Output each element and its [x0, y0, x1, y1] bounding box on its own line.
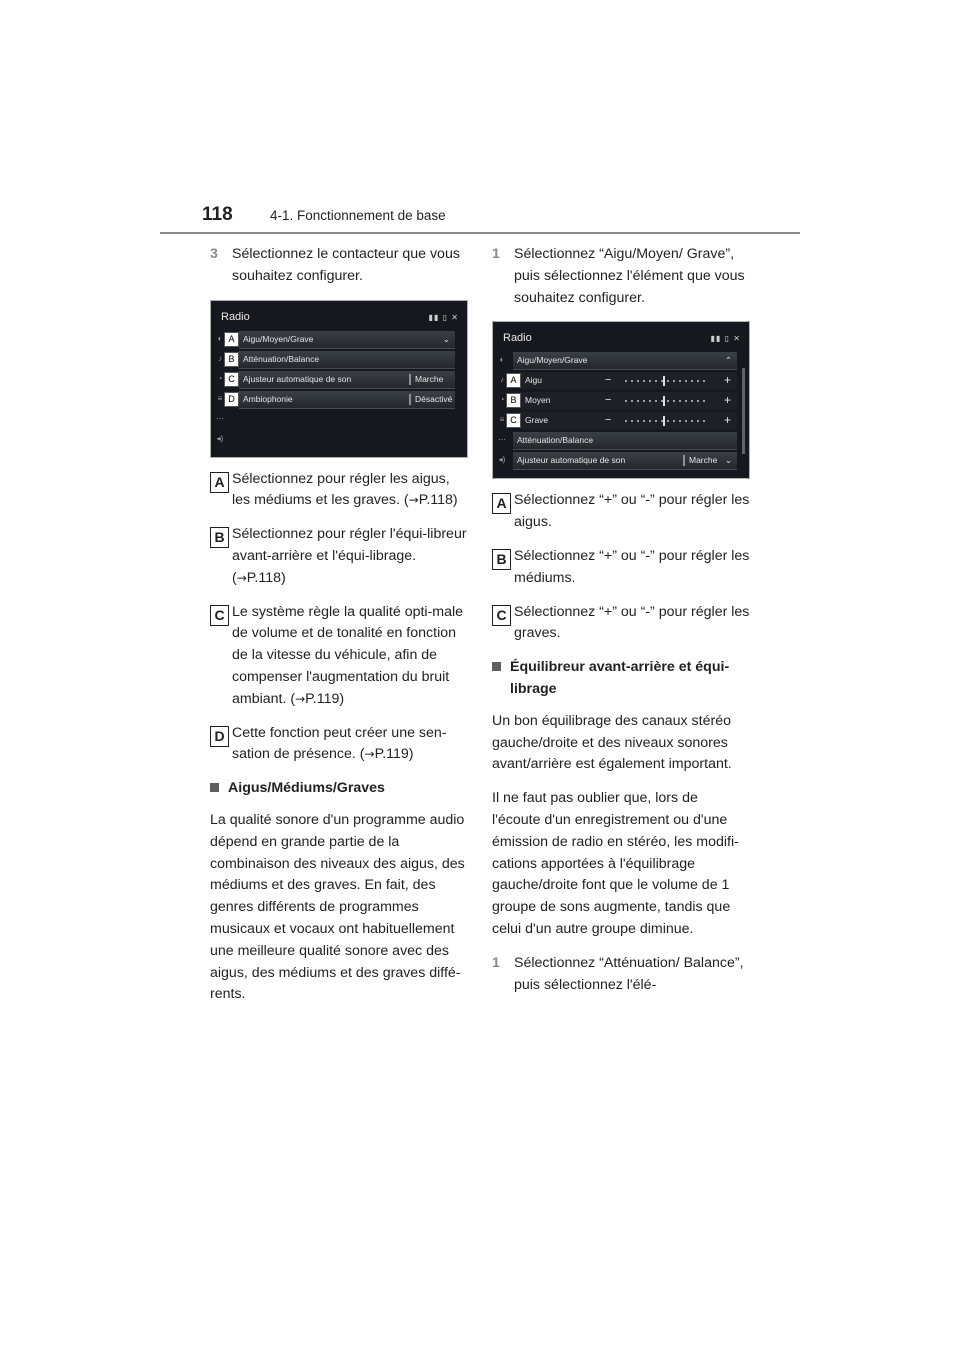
row-text: Ajusteur automatique de son	[243, 373, 352, 384]
row-value: Marche	[689, 455, 718, 466]
row-value: Marche	[415, 373, 444, 384]
square-bullet-icon	[210, 783, 219, 792]
legend-d	[210, 723, 470, 767]
page-ref: P.119)	[305, 690, 345, 707]
plus-button[interactable]: +	[723, 413, 731, 428]
step-number: 3	[210, 246, 218, 262]
legend-key: C	[210, 605, 229, 626]
arrow-icon: →	[236, 570, 247, 585]
slider-text: Moyen	[525, 395, 551, 406]
legend-key: D	[210, 726, 229, 747]
subheading	[210, 778, 470, 800]
eq-icon: ◔	[499, 395, 505, 405]
source-icon: ◐	[499, 355, 505, 365]
arrow-icon: →	[408, 493, 419, 508]
source-icon: ◐	[217, 333, 223, 343]
row-auto-sound-levelizer[interactable]	[239, 371, 455, 389]
callout-b: B	[506, 393, 521, 408]
legend-key: C	[492, 605, 511, 626]
step-text: Sélectionnez “Aigu/Moyen/ Grave”, puis sélectionnez l'élément que vous souhaitez configurer.	[514, 246, 745, 306]
row-fader-balance[interactable]	[513, 432, 737, 450]
more-icon: ⋯	[216, 413, 224, 423]
separator	[409, 394, 411, 405]
right-column	[492, 244, 750, 1008]
paragraph-2: Il ne faut pas oublier que, lors de l'écoute d'un enregistrement ou d'une émission de radio en stéréo, les modifi-cations apportées à l'équilibrage gauche/droite font que le volume de 1 groupe de sons augmente, tandis que celui d'un autre groupe diminue.	[492, 790, 739, 937]
slider-text: Grave	[525, 415, 549, 426]
minus-button[interactable]: −	[605, 414, 612, 427]
chevron-down-icon: ⌄	[724, 455, 732, 466]
slider-bass[interactable]	[521, 412, 737, 429]
step-number: 1	[492, 954, 500, 971]
slider-mid[interactable]	[521, 392, 737, 409]
legend-text: Sélectionnez “+” ou “-” pour régler les aigus.	[514, 492, 750, 531]
speaker-icon: ◂)	[216, 433, 224, 443]
section-title: 4-1. Fonctionnement de base	[270, 208, 446, 223]
chevron-down-icon: ⌄	[442, 333, 450, 344]
legend-text: Sélectionnez pour régler l'équi-libreur avant-arrière et l'équi-librage. (	[232, 526, 467, 586]
row-text: Ambiophonie	[243, 393, 293, 404]
slider-treble[interactable]	[521, 372, 737, 389]
legend-text: Cette fonction peut créer une sen-sation de présence. (	[232, 724, 447, 763]
legend-key: B	[210, 527, 229, 548]
legend-key: B	[492, 549, 511, 570]
row-auto-sound-levelizer[interactable]	[513, 452, 737, 470]
separator	[409, 374, 411, 385]
callout-a: A	[224, 332, 239, 347]
separator	[683, 455, 685, 466]
legend-b	[492, 546, 750, 590]
step-number: 1	[492, 246, 500, 262]
screen-title: Radio	[503, 332, 532, 345]
legend-text: Sélectionnez pour régler les aigus, les médiums et les graves. (	[232, 470, 450, 509]
screen-title: Radio	[221, 310, 250, 323]
page-ref: P.119)	[374, 746, 414, 763]
step-text: Sélectionnez “Atténuation/ Balance”, puis sélectionnez l'élé-	[514, 954, 744, 993]
minus-button[interactable]: −	[605, 394, 612, 407]
chevron-up-icon: ⌃	[724, 355, 732, 366]
plus-button[interactable]: +	[723, 373, 731, 388]
paragraph: La qualité sonore d'un programme audio dépend en grande partie de la combinaison des niveaux des aigus, des médiums et des graves. En fait, des genres différents de programmes musicaux et vocaux ont habituellement une meilleure qualité sonore avec des aigus, des médiums et des graves diffé-rents.	[210, 811, 465, 1003]
legend-c	[492, 602, 750, 646]
subheading	[492, 657, 750, 701]
step-1b	[492, 953, 750, 997]
step-text: Sélectionnez le contacteur que vous souhaitez configurer.	[232, 246, 460, 284]
subheading-text: Équilibreur avant-arrière et équi-librage	[510, 659, 730, 697]
legend-a	[492, 490, 750, 534]
paragraph-1: Un bon équilibrage des canaux stéréo gauche/droite et des niveaux sonores avant/arrière est également important.	[492, 712, 732, 773]
menu-icon: ≡	[217, 393, 223, 403]
page-header	[160, 196, 800, 236]
slider-track[interactable]	[625, 380, 707, 382]
slider-text: Aigu	[525, 375, 543, 386]
status-icons: ▮▮ ▯ ✕	[428, 312, 459, 322]
legend-text: Le système règle la qualité opti-male de volume et de tonalité en fonction de la vitesse du véhicule, afin de compenser l'augmentation du bruit ambiant. (	[232, 603, 464, 707]
legend-c	[210, 602, 470, 711]
row-text: Ajusteur automatique de son	[517, 455, 626, 466]
arrow-icon: →	[364, 747, 375, 762]
subheading-text: Aigus/Médiums/Graves	[228, 780, 385, 797]
row-text: Atténuation/Balance	[243, 353, 320, 364]
scrollbar[interactable]	[742, 368, 745, 454]
legend-text: Sélectionnez “+” ou “-” pour régler les médiums.	[514, 547, 750, 586]
legend-key: A	[492, 493, 511, 514]
more-icon: ⋯	[498, 435, 506, 445]
callout-b: B	[224, 352, 239, 367]
header-rule	[160, 232, 800, 234]
minus-button[interactable]: −	[605, 374, 612, 387]
callout-d: D	[224, 392, 239, 407]
slider-knob[interactable]	[663, 416, 665, 426]
step-3	[210, 244, 470, 288]
row-treble-mid-bass-header[interactable]	[513, 352, 737, 370]
left-column	[210, 244, 470, 1018]
page-number: 118	[202, 204, 233, 225]
audio-icon: ♪	[218, 353, 222, 363]
row-value: Désactivé	[415, 393, 453, 404]
slider-knob[interactable]	[663, 396, 665, 406]
callout-c: C	[224, 372, 239, 387]
callout-c: C	[506, 413, 521, 428]
menu-icon: ≡	[499, 415, 505, 425]
row-fader-balance[interactable]	[239, 351, 455, 369]
legend-a	[210, 469, 470, 513]
slider-track[interactable]	[625, 420, 707, 422]
row-text: Aigu/Moyen/Grave	[517, 355, 588, 366]
speaker-icon: ◂)	[498, 455, 506, 465]
eq-icon: ◔	[217, 373, 223, 383]
legend-b	[210, 524, 470, 589]
slider-knob[interactable]	[663, 376, 665, 386]
plus-button[interactable]: +	[723, 393, 731, 408]
equalizer-screenshot	[492, 321, 750, 479]
slider-track[interactable]	[625, 400, 707, 402]
status-icons: ▮▮ ▯ ✕	[710, 334, 741, 344]
square-bullet-icon	[492, 662, 501, 671]
row-surround[interactable]	[239, 391, 455, 409]
legend-text: Sélectionnez “+” ou “-” pour régler les graves.	[514, 603, 750, 642]
legend-key: A	[210, 472, 229, 493]
row-text: Atténuation/Balance	[517, 435, 594, 446]
page-ref: P.118)	[418, 492, 458, 509]
arrow-icon: →	[295, 691, 306, 706]
row-text: Aigu/Moyen/Grave	[243, 333, 314, 344]
page-ref: P.118)	[246, 569, 286, 586]
sound-settings-screenshot	[210, 300, 468, 458]
audio-icon: ♪	[500, 375, 504, 385]
row-treble-mid-bass[interactable]	[239, 331, 455, 349]
step-1	[492, 244, 750, 309]
callout-a: A	[506, 373, 521, 388]
